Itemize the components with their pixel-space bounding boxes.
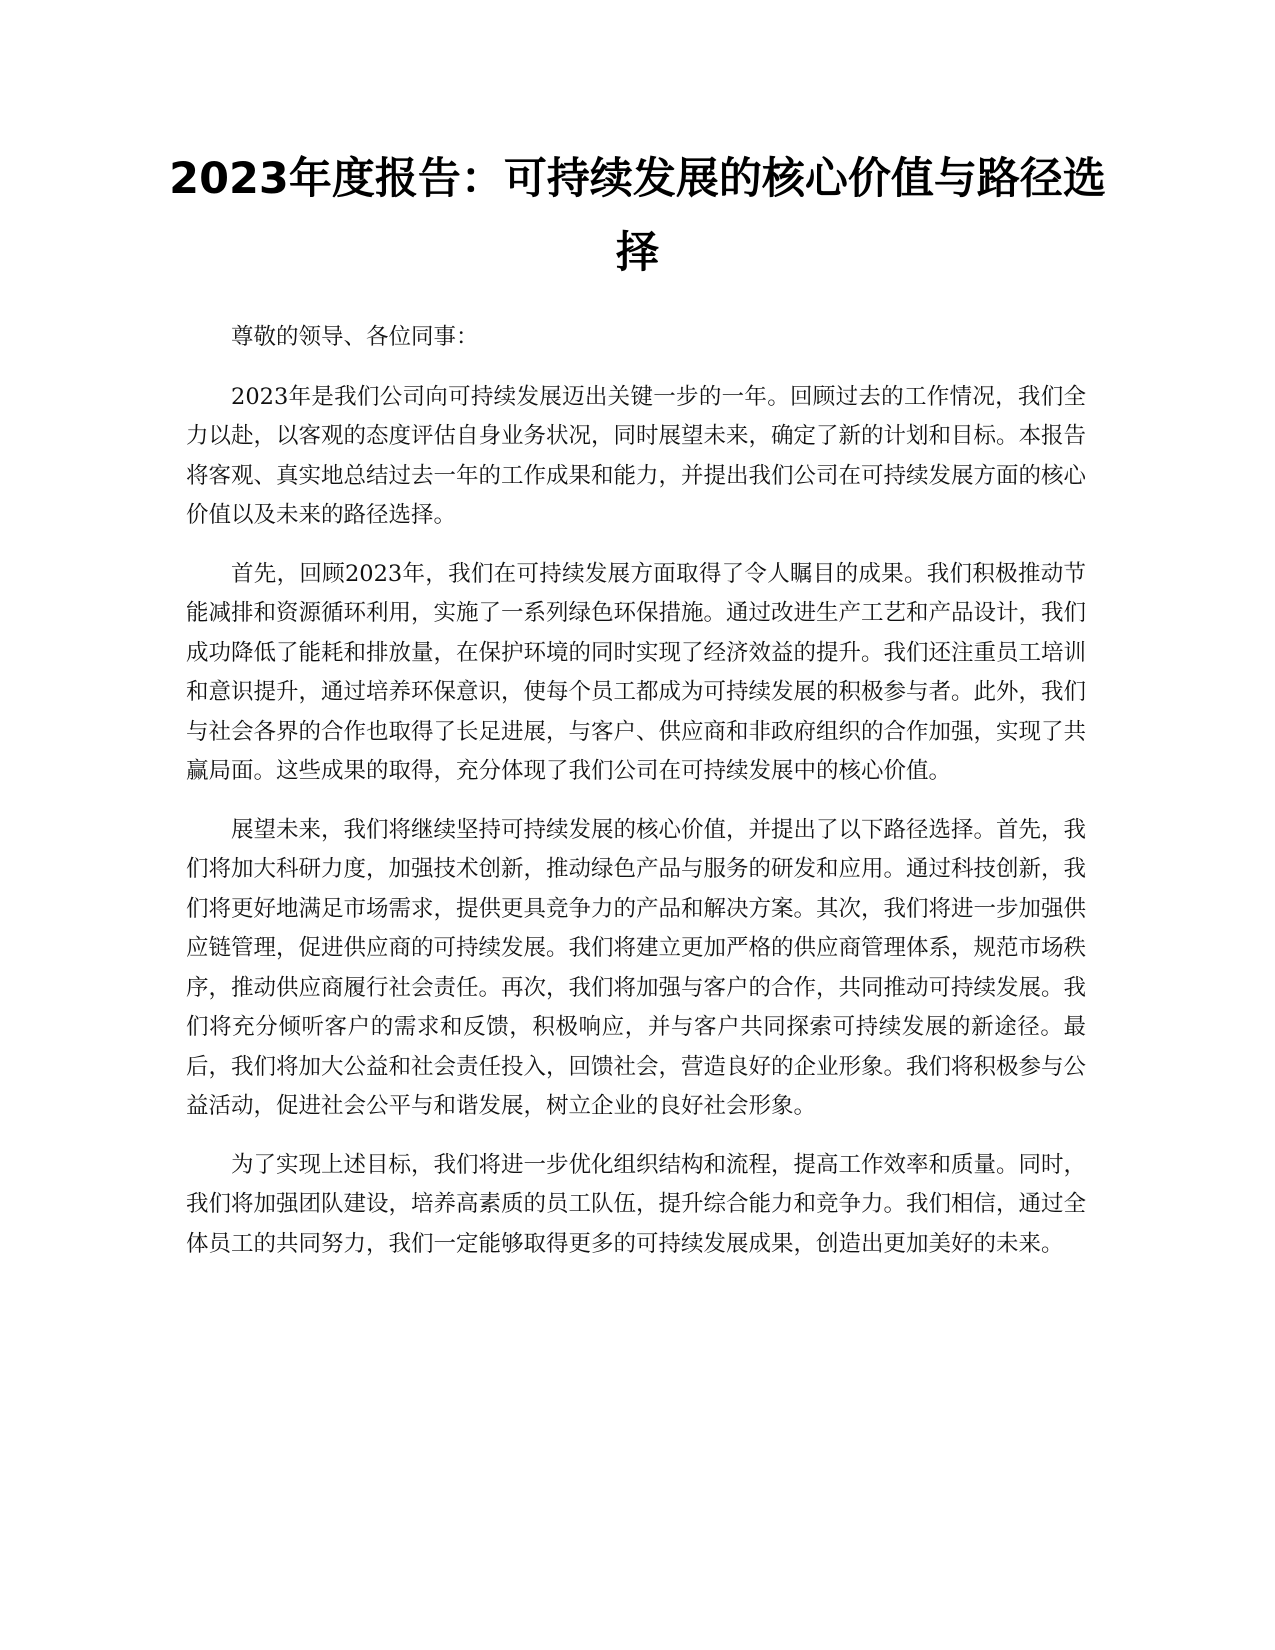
salutation: 尊敬的领导、各位同事： bbox=[231, 324, 479, 350]
paragraph-conclusion: 为了实现上述目标，我们将进一步优化组织结构和流程，提高工作效率和质量。同时，我们将加强团队建设，培养高素质的员工队伍，提升综合能力和竞争力。我们相信，通过全体员工的共同努力，我们一定能够取得更多的可持续发展成果，创造出更加美好的未来。 bbox=[186, 1151, 1087, 1257]
paragraph-review: 首先，回顾2023年，我们在可持续发展方面取得了令人瞩目的成果。我们积极推动节能减排和资源循环利用，实施了一系列绿色环保措施。通过改进生产工艺和产品设计，我们成功降低了能耗和排放量，在保护环境的同时实现了经济效益的提升。我们还注重员工培训和意识提升，通过培养环保意识，使每个员工都成为可持续发展的积极参与者。此外，我们与社会各界的合作也取得了长足进展，与客户、供应商和非政府组织的合作加强，实现了共赢局面。这些成果的取得，充分体现了我们公司在可持续发展中的核心价值。 bbox=[186, 560, 1087, 784]
document-title: 2023年度报告：可持续发展的核心价值与路径选择 bbox=[169, 154, 1106, 278]
document-body bbox=[186, 318, 1086, 1283]
paragraph-intro: 2023年是我们公司向可持续发展迈出关键一步的一年。回顾过去的工作情况，我们全力以赴，以客观的态度评估自身业务状况，同时展望未来，确定了新的计划和目标。本报告将客观、真实地总结过去一年的工作成果和能力，并提出我们公司在可持续发展方面的核心价值以及未来的路径选择。 bbox=[186, 383, 1087, 528]
paragraph-outlook: 展望未来，我们将继续坚持可持续发展的核心价值，并提出了以下路径选择。首先，我们将加大科研力度，加强技术创新，推动绿色产品与服务的研发和应用。通过科技创新，我们将更好地满足市场需求，提供更具竞争力的产品和解决方案。其次，我们将进一步加强供应链管理，促进供应商的可持续发展。我们将建立更加严格的供应商管理体系，规范市场秩序，推动供应商履行社会责任。再次，我们将加强与客户的合作，共同推动可持续发展。我们将充分倾听客户的需求和反馈，积极响应，并与客户共同探索可持续发展的新途径。最后，我们将加大公益和社会责任投入，回馈社会，营造良好的企业形象。我们将积极参与公益活动，促进社会公平与和谐发展，树立企业的良好社会形象。 bbox=[186, 816, 1087, 1119]
